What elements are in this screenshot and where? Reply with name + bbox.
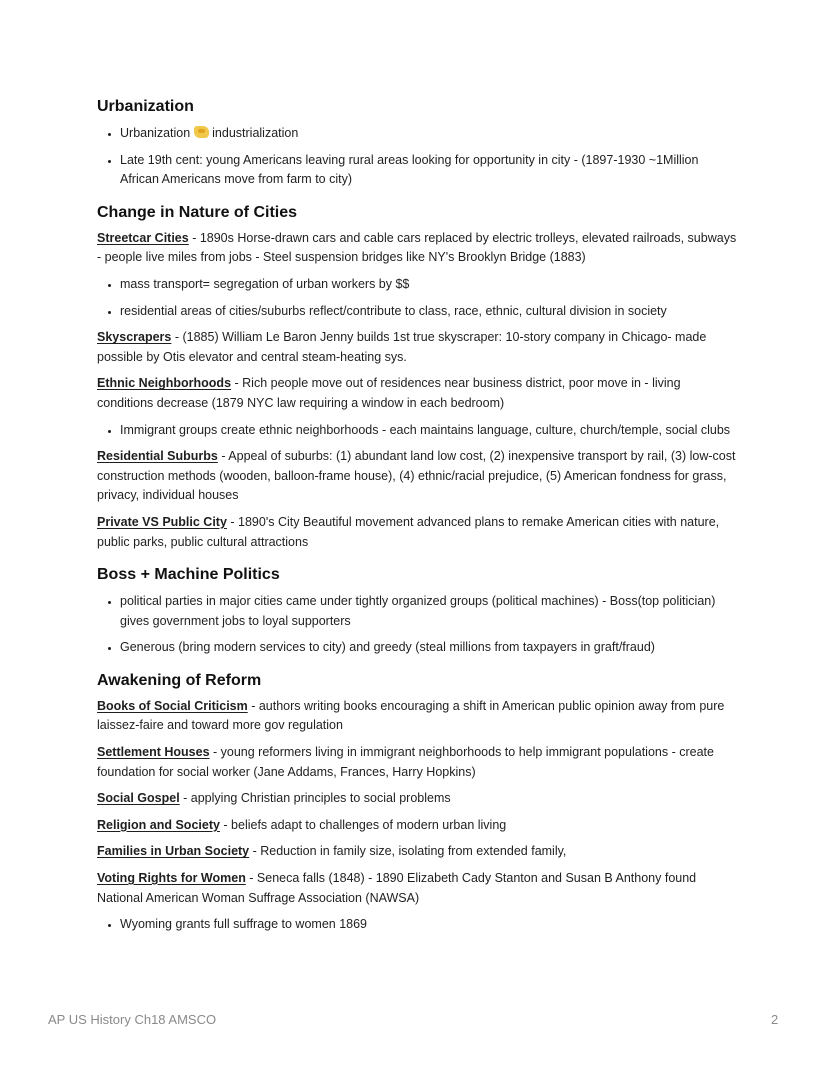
section-awakening-of-reform (97, 670, 737, 935)
list-item: • mass transport= segregation of urban workers by $$ (120, 275, 737, 295)
bullet-list (97, 124, 737, 190)
paragraph-text: - Appeal of suburbs: (1) abundant land low cost, (2) inexpensive transport by rail, (3) low-cost construction methods (wooden, balloon-frame house), (4) ethnic/racial prejudice, (5) American fondness for grass, privacy, individual houses (97, 449, 736, 503)
paragraph-text: - 1890's City Beautiful movement advanced plans to remake American cities with nature, public parks, public cultural attractions (97, 514, 720, 549)
list-item: • Immigrant groups create ethnic neighborhoods - each maintains language, culture, church/temple, social clubs (120, 421, 737, 441)
footer-title: AP US History Ch18 AMSCO (48, 1012, 217, 1027)
section-heading: Urbanization (97, 98, 194, 115)
paragraph (97, 697, 737, 736)
section-heading: Awakening of Reform (97, 671, 262, 689)
paragraph (97, 513, 737, 552)
paragraph (97, 447, 737, 506)
paragraph (97, 328, 737, 367)
term: Skyscrapers (97, 330, 172, 345)
paragraph-text: - beliefs adapt to challenges of modern urban living (219, 817, 507, 832)
handshake-icon (194, 126, 209, 138)
term: Residential Suburbs (97, 449, 218, 464)
paragraph (97, 842, 737, 862)
term: Social Gospel (97, 791, 180, 806)
term: Private VS Public City (97, 514, 227, 529)
paragraph-text: - Rich people move out of residences near business district, poor move in - living conditions decrease (1879 NYC law requiring a window in each bedroom) (97, 376, 681, 410)
page-number: 2 (771, 1012, 779, 1027)
section-boss-machine-politics (97, 564, 737, 658)
paragraph (97, 374, 737, 413)
term: Voting Rights for Women (97, 871, 246, 886)
list-item: • political parties in major cities came under tightly organized groups (political machines) - Boss(top politician) gives government jobs to loyal supporters (120, 592, 737, 631)
bullet-list (97, 275, 737, 321)
paragraph (97, 869, 737, 908)
section-urbanization (97, 96, 737, 190)
term: Families in Urban Society (97, 844, 250, 859)
document-body (97, 96, 737, 947)
paragraph-text: - 1890s Horse-drawn cars and cable cars replaced by electric trolleys, elevated railroads, subways - people live miles from jobs - Steel suspension bridges like NY's Brooklyn Bridge (1883) (97, 230, 737, 265)
term: Streetcar Cities (97, 230, 189, 245)
term: Ethnic Neighborhoods (97, 376, 232, 391)
paragraph-text: - applying Christian principles to social problems (179, 791, 451, 806)
term: Books of Social Criticism (97, 698, 248, 713)
list-item (120, 124, 737, 144)
list-item: • Generous (bring modern services to city) and greedy (steal millions from taxpayers in graft/fraud) (120, 638, 737, 658)
paragraph (97, 743, 737, 782)
paragraph-text: - young reformers living in immigrant neighborhoods to help immigrant populations - create foundation for social worker (Jane Addams, Frances, Harry Hopkins) (97, 745, 714, 779)
section-heading: Change in Nature of Cities (97, 203, 298, 221)
list-item: • Late 19th cent: young Americans leaving rural areas looking for opportunity in city - (1897-1930 ~1Million African Americans move from farm to city) (120, 151, 737, 190)
bullet-list (97, 592, 737, 658)
list-item: • residential areas of cities/suburbs reflect/contribute to class, race, ethnic, cultural division in society (120, 302, 737, 322)
paragraph (97, 229, 737, 268)
term: Settlement Houses (97, 745, 210, 760)
paragraph (97, 789, 737, 809)
paragraph-text: - Reduction in family size, isolating from extended family, (249, 844, 567, 859)
bullet-list (97, 915, 737, 935)
section-heading: Boss + Machine Politics (97, 566, 280, 584)
paragraph (97, 816, 737, 836)
list-item-text: industrialization (212, 126, 299, 140)
section-change-in-nature-of-cities (97, 202, 737, 552)
paragraph-text: - Seneca falls (1848) - 1890 Elizabeth Cady Stanton and Susan B Anthony found National American Woman Suffrage Association (NAWSA) (97, 871, 697, 905)
term: Religion and Society (97, 817, 220, 832)
list-item: • Wyoming grants full suffrage to women 1869 (120, 915, 737, 935)
paragraph-text: - authors writing books encouraging a shift in American public opinion away from pure laissez-faire and toward more gov regulation (97, 698, 725, 733)
paragraph-text: - (1885) William Le Baron Jenny builds 1st true skyscraper: 10-story company in Chicago- made possible by Otis elevator and central steam-heating sys. (97, 330, 707, 364)
list-item-text: Urbanization (120, 126, 191, 140)
bullet-list (97, 421, 737, 441)
